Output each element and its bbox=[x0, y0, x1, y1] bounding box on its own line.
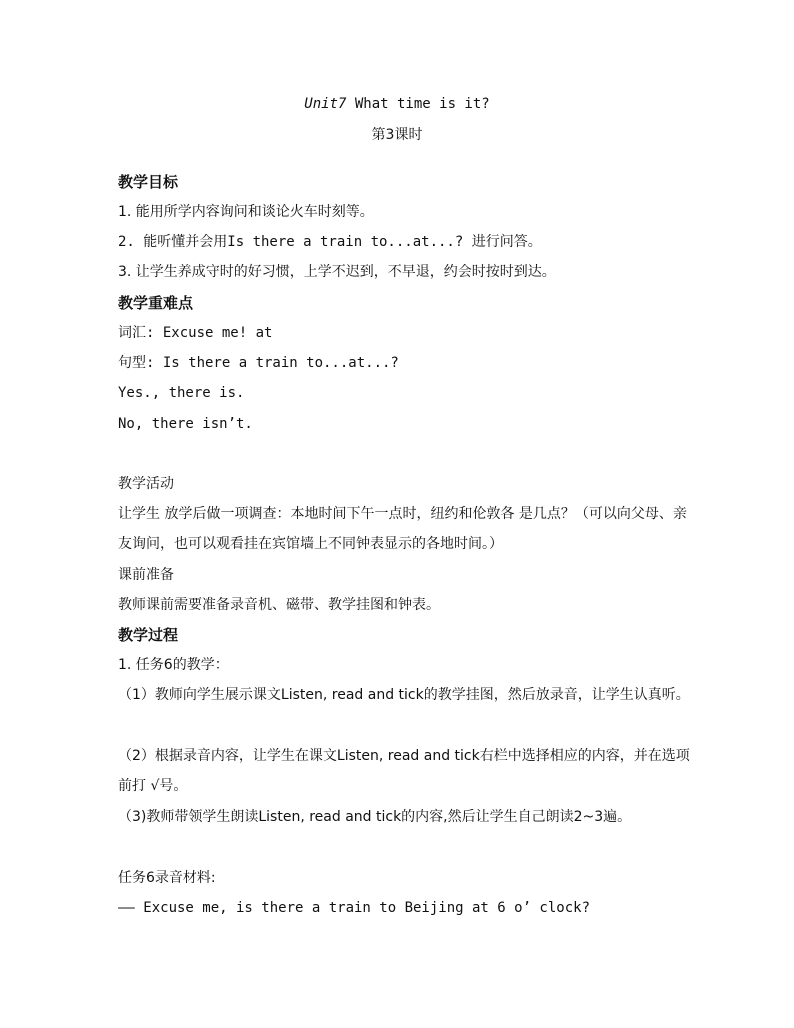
key-points-heading: 教学重难点 bbox=[118, 294, 194, 312]
goals-heading: 教学目标 bbox=[118, 173, 179, 191]
material-line-1: —— Excuse me, is there a train to Beijing at 6 o’ clock? bbox=[118, 900, 591, 916]
task-6-line: 1. 任务6的教学： bbox=[118, 657, 229, 673]
material-heading: 任务6录音材料: bbox=[118, 870, 216, 886]
sentence-pattern-line: 句型: Is there a train to...at...? bbox=[118, 355, 399, 371]
document-title bbox=[0, 95, 794, 113]
title-rest: What time is it? bbox=[346, 96, 490, 112]
answer-yes-line: Yes., there is. bbox=[118, 385, 245, 401]
answer-no-line: No, there isn’t. bbox=[118, 416, 253, 432]
goal-2: 2. 能听懂并会用Is there a train to...at...? 进行问答。 bbox=[118, 234, 542, 250]
goal-1: 1. 能用所学内容询问和谈论火车时刻等。 bbox=[118, 204, 374, 220]
process-heading: 教学过程 bbox=[118, 626, 179, 644]
prep-heading: 课前准备 bbox=[118, 567, 174, 583]
lesson-number: 第3课时 bbox=[371, 127, 423, 143]
step-2-text: （2）根据录音内容，让学生在课文Listen, read and tick右栏中选择相应的内容，并在选项前打 √号。 bbox=[118, 748, 690, 794]
step-3-text: （3)教师带领学生朗读Listen, read and tick的内容,然后让学生自己朗读2~3遍。 bbox=[118, 809, 632, 825]
goal-3: 3. 让学生养成守时的好习惯，上学不迟到，不早退，约会时按时到达。 bbox=[118, 264, 556, 280]
prep-text: 教师课前需要准备录音机、磁带、教学挂图和钟表。 bbox=[118, 597, 440, 613]
activity-heading: 教学活动 bbox=[118, 476, 174, 492]
step-1-text: （1）教师向学生展示课文Listen, read and tick的教学挂图，然后放录音，让学生认真听。 bbox=[118, 687, 690, 703]
title-unit: Unit7 bbox=[304, 96, 347, 112]
vocab-line: 词汇: Excuse me! at bbox=[118, 325, 273, 341]
activity-text: 让学生 放学后做一项调查：本地时间下午一点时，纽约和伦敦各 是几点？（可以向父母、亲友询问，也可以观看挂在宾馆墙上不同钟表显示的各地时间。） bbox=[118, 506, 687, 552]
